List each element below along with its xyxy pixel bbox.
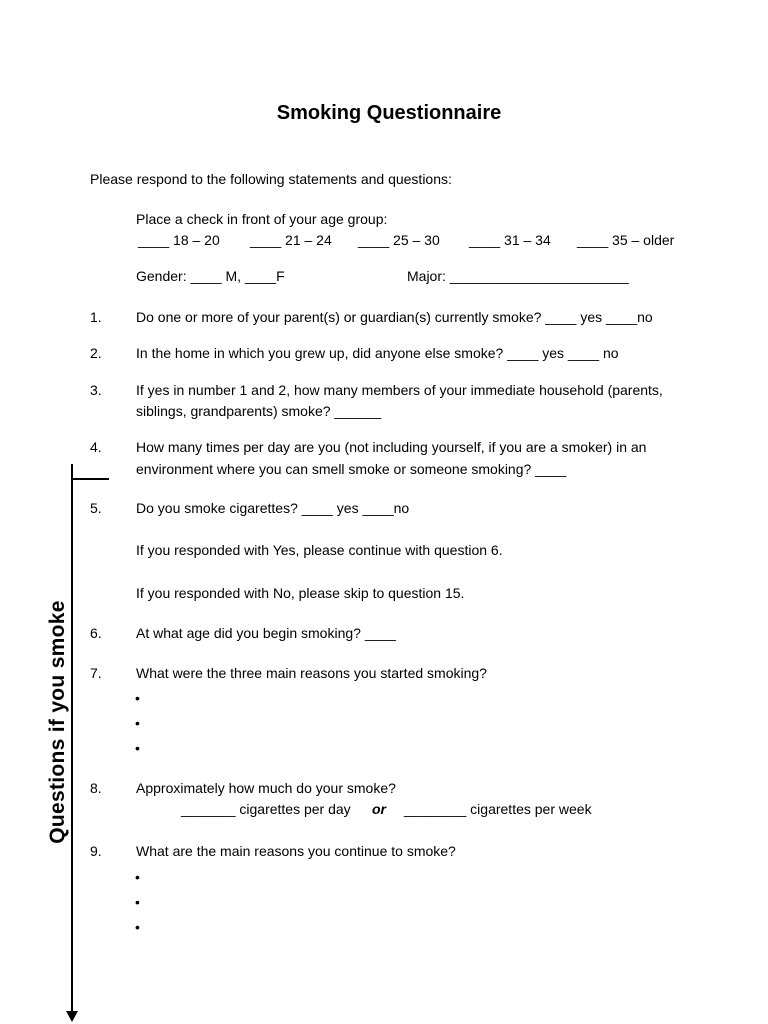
age-option-35-older: ____ 35 – older	[577, 232, 675, 248]
section-side-label: Questions if you smoke	[46, 600, 69, 844]
question-text: What were the three main reasons you started smoking?	[136, 665, 487, 681]
bullet-point: •	[135, 869, 140, 885]
age-option-25-30: ____ 25 – 30	[358, 232, 440, 248]
per-day-field: _______ cigarettes per day	[181, 801, 351, 817]
age-prompt: Place a check in front of your age group:	[136, 211, 388, 227]
intro-text: Please respond to the following statements and questions:	[90, 171, 452, 187]
question-text: siblings, grandparents) smoke? ______	[136, 403, 382, 419]
or-connector: or	[372, 801, 386, 817]
age-option-18-20: ____ 18 – 20	[138, 232, 220, 248]
page-title: Smoking Questionnaire	[276, 102, 502, 124]
question-text: What are the main reasons you continue to smoke?	[136, 843, 456, 859]
question-text: If yes in number 1 and 2, how many members of your immediate household (parents,	[136, 382, 663, 398]
question-text: Do one or more of your parent(s) or guardian(s) currently smoke? ____ yes ____no	[136, 309, 653, 325]
question-number: 3.	[90, 382, 102, 398]
question-number: 9.	[90, 843, 102, 859]
question-text: At what age did you begin smoking? ____	[136, 625, 396, 641]
instruction-no: If you responded with No, please skip to question 15.	[136, 585, 465, 601]
question-number: 5.	[90, 500, 102, 516]
age-option-31-34: ____ 31 – 34	[469, 232, 551, 248]
question-text: In the home in which you grew up, did anyone else smoke? ____ yes ____ no	[136, 345, 619, 361]
question-number: 2.	[90, 345, 102, 361]
arrow-down-icon	[66, 1011, 78, 1022]
question-text: How many times per day are you (not including yourself, if you are a smoker) in an	[136, 439, 647, 455]
age-option-21-24: ____ 21 – 24	[250, 232, 332, 248]
question-text: environment where you can smell smoke or someone smoking? ____	[136, 461, 567, 477]
question-text: Approximately how much do your smoke?	[136, 780, 396, 796]
section-bracket-line	[71, 464, 73, 1014]
question-number: 7.	[90, 665, 102, 681]
question-number: 6.	[90, 625, 102, 641]
instruction-yes: If you responded with Yes, please continue with question 6.	[136, 542, 503, 558]
bullet-point: •	[135, 740, 140, 756]
per-week-field: ________ cigarettes per week	[404, 801, 592, 817]
bullet-point: •	[135, 690, 140, 706]
question-text: Do you smoke cigarettes? ____ yes ____no	[136, 500, 410, 516]
bullet-point: •	[135, 715, 140, 731]
major-field: Major: _______________________	[407, 268, 629, 284]
section-bracket-tick	[71, 478, 109, 480]
bullet-point: •	[135, 919, 140, 935]
bullet-point: •	[135, 894, 140, 910]
question-number: 4.	[90, 439, 102, 455]
question-number: 1.	[90, 309, 102, 325]
question-number: 8.	[90, 780, 102, 796]
gender-field: Gender: ____ M, ____F	[136, 268, 285, 284]
